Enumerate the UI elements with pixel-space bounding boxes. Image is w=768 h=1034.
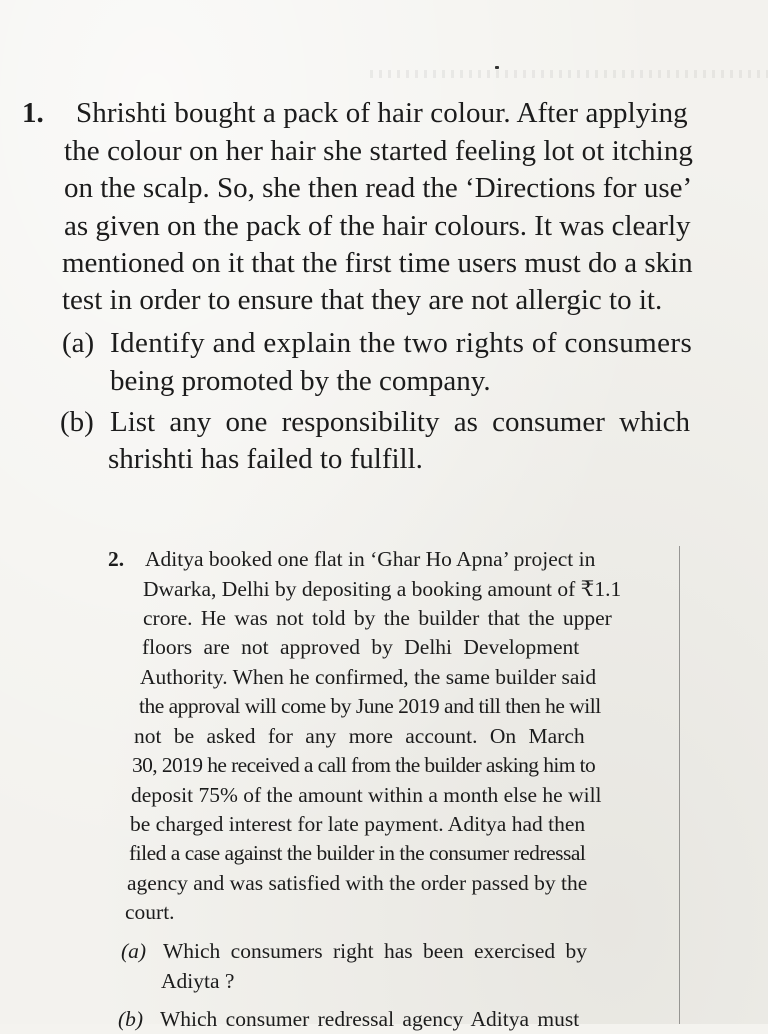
question-2-line: filed a case against the builder in the consumer redressal (129, 841, 586, 865)
question-1-line: mentioned on it that the first time users must do a skin (62, 247, 693, 279)
question-2-line: court. (125, 900, 175, 924)
question-2-line: floors are not approved by Delhi Development (142, 635, 580, 659)
option-b-line: List any one responsibility as consumer which (110, 406, 691, 438)
question-2-line: the approval will come by June 2019 and till then he will (139, 694, 601, 718)
question-2-line: agency and was satisfied with the order passed by the (127, 871, 588, 895)
question-2-number: 2. (108, 547, 125, 571)
question-2-line: crore. He was not told by the builder that the upper (143, 606, 612, 630)
option-b-line: shrishti has failed to fulfill. (108, 443, 423, 475)
question-1-number: 1. (22, 97, 44, 129)
q2-option-b-line: Which consumer redressal agency Aditya must (160, 1007, 580, 1031)
ink-mark (495, 66, 499, 69)
question-2-line: 30, 2019 he received a call from the builder asking him to (132, 753, 596, 777)
option-a-label: (a) (62, 327, 95, 359)
question-1-line: the colour on her hair she started feeling lot ot itching (64, 135, 694, 167)
question-2-line: be charged interest for late payment. Aditya had then (130, 812, 586, 836)
q2-option-a-line: Adiyta ? (161, 969, 235, 993)
question-1-line: on the scalp. So, she then read the ‘Directions for use’ (64, 172, 693, 204)
question-1-line: test in order to ensure that they are not allergic to it. (62, 284, 663, 316)
option-a-line: Identify and explain the two rights of consumers (110, 327, 693, 359)
question-2-line: Dwarka, Delhi by depositing a booking amount of ₹1.1 (143, 577, 622, 601)
question-2-line: Authority. When he confirmed, the same builder said (140, 665, 597, 689)
question-2-line: not be asked for any more account. On March (134, 724, 585, 748)
option-b-label: (b) (60, 406, 94, 438)
q2-option-a-line: Which consumers right has been exercised by (163, 939, 588, 963)
question-1-line: Shrishti bought a pack of hair colour. After applying (76, 97, 688, 129)
question-2-line: Aditya booked one flat in ‘Ghar Ho Apna’ project in (145, 547, 596, 571)
column-rule (679, 546, 680, 1024)
question-2-line: deposit 75% of the amount within a month else he will (131, 783, 602, 807)
question-1-line: as given on the pack of the hair colours. It was clearly (64, 210, 691, 242)
scan-noise (370, 70, 768, 78)
q2-option-a-label: (a) (121, 939, 147, 963)
option-a-line: being promoted by the company. (110, 365, 491, 397)
q2-option-b-label: (b) (118, 1007, 144, 1031)
